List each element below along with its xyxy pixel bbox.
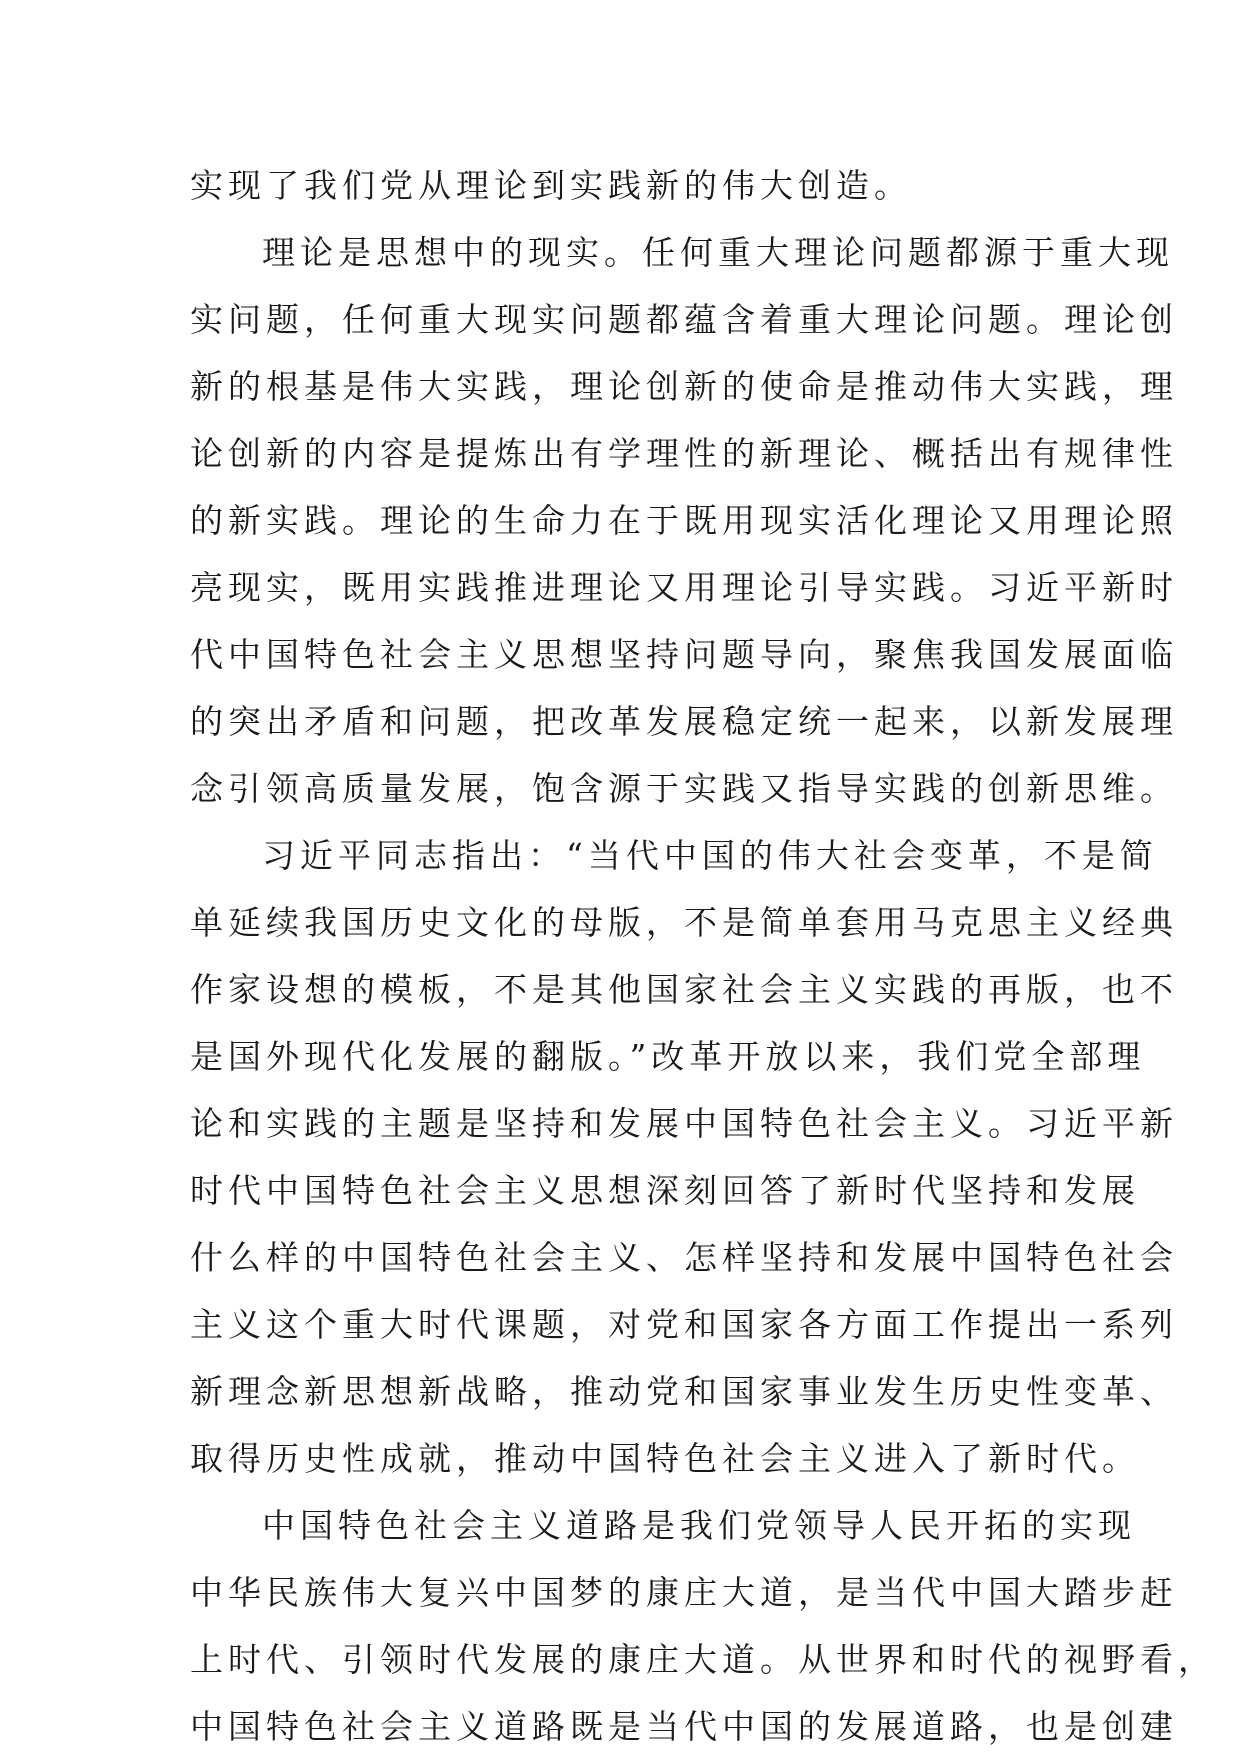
text-line: 单延续我国历史文化的母版，不是简单套用马克思主义经典 [190,903,1178,942]
paragraph-first-line: 理论是思想中的现实。任何重大理论问题都源于重大现 [262,233,1174,272]
text-line: 的突出矛盾和问题，把改革发展稳定统一起来，以新发展理 [190,702,1178,741]
text-line: 新理念新思想新战略，推动党和国家事业发生历史性变革、 [190,1372,1178,1411]
text-line: 上时代、引领时代发展的康庄大道。从世界和时代的视野看， [190,1640,1216,1679]
text-line: 代中国特色社会主义思想坚持问题导向，聚焦我国发展面临 [190,635,1178,674]
text-line: 什么样的中国特色社会主义、怎样坚持和发展中国特色社会 [190,1238,1178,1277]
text-line: 论创新的内容是提炼出有学理性的新理论、概括出有规律性 [190,434,1178,473]
text-line: 作家设想的模板，不是其他国家社会主义实践的再版，也不 [190,970,1178,1009]
text-line: 论和实践的主题是坚持和发展中国特色社会主义。习近平新 [190,1104,1178,1143]
text-line: 时代中国特色社会主义思想深刻回答了新时代坚持和发展 [190,1171,1140,1210]
body-text [190,152,1216,1760]
text-line: 实现了我们党从理论到实践新的伟大创造。 [190,166,912,205]
paragraph-first-line: 习近平同志指出：“当代中国的伟大社会变革，不是简 [262,836,1158,875]
text-line: 是国外现代化发展的翻版。”改革开放以来，我们党全部理 [190,1037,1146,1076]
text-line: 实问题，任何重大现实问题都蕴含着重大理论问题。理论创 [190,300,1178,339]
text-line: 中国特色社会主义道路既是当代中国的发展道路，也是创建 [190,1707,1178,1746]
text-line: 亮现实，既用实践推进理论又用理论引导实践。习近平新时 [190,568,1178,607]
paragraph-first-line: 中国特色社会主义道路是我们党领导人民开拓的实现 [262,1506,1136,1545]
text-line: 主义这个重大时代课题，对党和国家各方面工作提出一系列 [190,1305,1178,1344]
text-line: 念引领高质量发展，饱含源于实践又指导实践的创新思维。 [190,769,1178,808]
text-line: 中华民族伟大复兴中国梦的康庄大道，是当代中国大踏步赶 [190,1573,1178,1612]
text-line: 新的根基是伟大实践，理论创新的使命是推动伟大实践，理 [190,367,1178,406]
text-line: 取得历史性成就，推动中国特色社会主义进入了新时代。 [190,1439,1140,1478]
text-line: 的新实践。理论的生命力在于既用现实活化理论又用理论照 [190,501,1178,540]
